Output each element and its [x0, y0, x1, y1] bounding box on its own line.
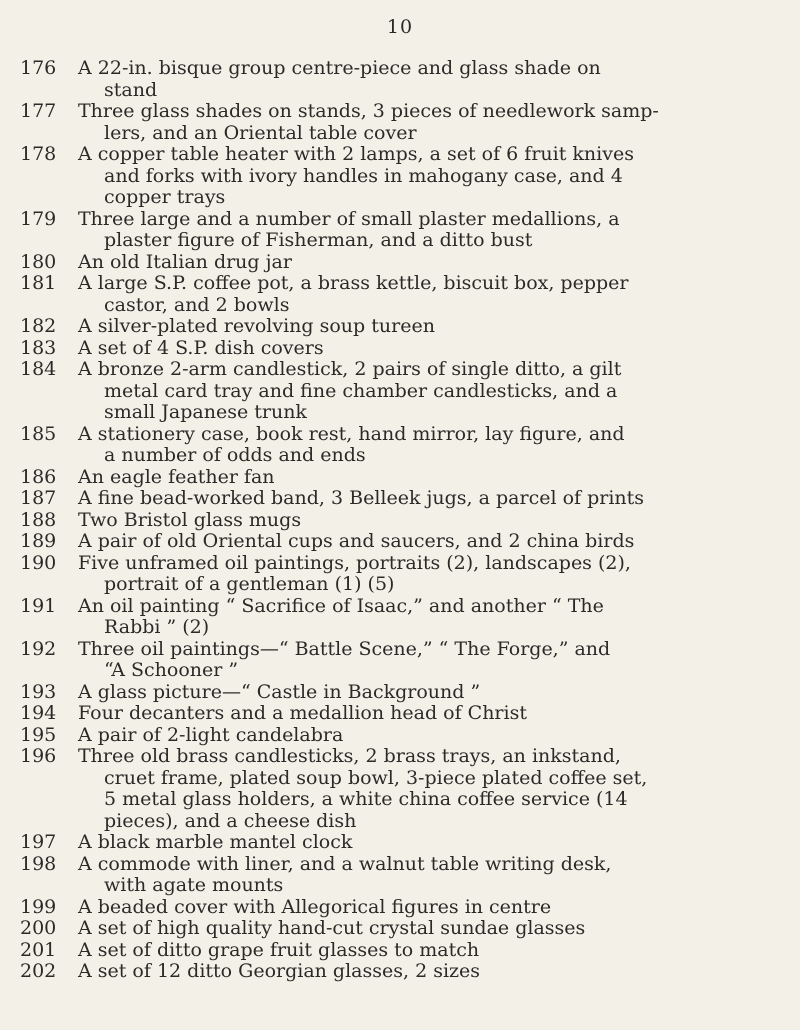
lot-description-line: A fine bead-worked band, 3 Belleek jugs, a parcel of prints: [78, 487, 645, 509]
lot-description-continuation: with agate mounts: [104, 874, 284, 896]
lot-description-line: A glass picture—“ Castle in Background ”: [78, 680, 481, 703]
lot-description: [78, 918, 780, 940]
lot-number: 179: [20, 207, 57, 230]
lot-description-line: Three old brass candlesticks, 2 brass trays, an inkstand,: [78, 745, 621, 767]
lot-number: 176: [20, 57, 57, 79]
lot-number: 181: [20, 272, 57, 294]
lot-number: 189: [20, 530, 57, 552]
lot-entry: [20, 359, 780, 424]
lot-description-continuation: plaster figure of Fisherman, and a ditto bust: [104, 229, 533, 251]
lot-description: [78, 832, 780, 854]
lot-description-continuation: castor, and 2 bowls: [104, 293, 290, 316]
lot-number: 187: [20, 487, 57, 509]
page-number: 10: [386, 16, 414, 38]
lot-number: 191: [20, 594, 57, 617]
lot-description-line: Three glass shades on stands, 3 pieces of needlework samp-: [78, 100, 659, 122]
lot-description-line: A copper table heater with 2 lamps, a set of 6 fruit knives: [78, 143, 634, 165]
lot-entry: [20, 467, 780, 489]
lot-number: 200: [20, 917, 57, 939]
lot-number: 198: [20, 852, 57, 875]
lot-description-line: Three large and a number of small plaster medallions, a: [78, 207, 620, 230]
lot-entry: [20, 961, 780, 983]
lot-description-line: A set of 12 ditto Georgian glasses, 2 sizes: [78, 960, 481, 982]
lot-number: 188: [20, 508, 57, 531]
lot-description: [78, 144, 780, 209]
lot-description-line: An eagle feather fan: [78, 465, 275, 488]
lot-entry: [20, 510, 780, 532]
lot-number: 177: [20, 100, 57, 122]
lot-description-continuation: 5 metal glass holders, a white china coffee service (14: [104, 788, 628, 810]
lot-description-line: A set of ditto grape fruit glasses to match: [78, 938, 480, 961]
lot-description-line: A large S.P. coffee pot, a brass kettle, biscuit box, pepper: [78, 272, 629, 294]
lot-description-continuation: Rabbi ” (2): [104, 616, 210, 638]
lot-number: 201: [20, 938, 57, 961]
lot-number: 199: [20, 895, 57, 918]
lot-entry: [20, 553, 780, 596]
lot-entry: [20, 144, 780, 209]
lot-entry: [20, 338, 780, 360]
lot-description-line: Three oil paintings—“ Battle Scene,” “ The Forge,” and: [78, 637, 611, 660]
lot-description: [78, 553, 780, 596]
lot-entry: [20, 897, 780, 919]
lot-description: [78, 531, 780, 553]
lot-description-continuation: lers, and an Oriental table cover: [104, 121, 417, 144]
lot-number: 194: [20, 702, 57, 724]
lot-description-line: A pair of old Oriental cups and saucers, and 2 china birds: [78, 530, 635, 552]
lot-description-continuation: “A Schooner ”: [104, 659, 239, 681]
lot-description-line: A stationery case, book rest, hand mirror, lay figure, and: [78, 422, 625, 445]
lot-number: 184: [20, 358, 57, 380]
lot-entry: [20, 725, 780, 747]
lot-description: [78, 273, 780, 316]
lot-description: [78, 488, 780, 510]
lot-description: [78, 854, 780, 897]
lot-description-line: A silver-plated revolving soup tureen: [78, 315, 435, 337]
lot-number: 186: [20, 465, 57, 488]
lot-description: [78, 897, 780, 919]
lot-description: [78, 467, 780, 489]
lot-description-line: An oil painting “ Sacrifice of Isaac,” and another “ The: [78, 594, 604, 617]
lot-description-line: A set of high quality hand-cut crystal sundae glasses: [78, 917, 586, 939]
lot-number: 183: [20, 336, 57, 359]
lot-description-continuation: portrait of a gentleman (1) (5): [104, 573, 395, 595]
lot-entry: [20, 101, 780, 144]
lot-entry: [20, 58, 780, 101]
lot-description: [78, 252, 780, 274]
lot-number: 192: [20, 637, 57, 660]
lot-description: [78, 316, 780, 338]
lot-description-line: Four decanters and a medallion head of Christ: [78, 702, 527, 724]
lot-description-line: A set of 4 S.P. dish covers: [78, 336, 324, 359]
lot-description: [78, 746, 780, 832]
lot-entry: [20, 252, 780, 274]
lot-description: [78, 424, 780, 467]
lot-description-continuation: copper trays: [104, 186, 226, 208]
lot-entry: [20, 746, 780, 832]
lot-entry: [20, 703, 780, 725]
lot-entry: [20, 273, 780, 316]
lot-description-continuation: and forks with ivory handles in mahogany case, and 4: [104, 164, 623, 187]
lot-description: [78, 209, 780, 252]
lot-description: [78, 961, 780, 983]
lot-number: 202: [20, 960, 57, 982]
lot-entry: [20, 940, 780, 962]
lot-description-line: Two Bristol glass mugs: [78, 508, 302, 531]
lot-number: 182: [20, 315, 57, 337]
lot-description-line: An old Italian drug jar: [78, 250, 292, 273]
lot-description: [78, 639, 780, 682]
lot-description: [78, 725, 780, 747]
lot-entry: [20, 316, 780, 338]
lot-description-line: A bronze 2-arm candlestick, 2 pairs of single ditto, a gilt: [78, 358, 622, 380]
lot-entry: [20, 682, 780, 704]
lot-description: [78, 510, 780, 532]
lot-entry: [20, 639, 780, 682]
lot-description-continuation: small Japanese trunk: [104, 401, 307, 423]
lot-description-continuation: cruet frame, plated soup bowl, 3-piece plated coffee set,: [104, 766, 648, 789]
lot-description-line: A commode with liner, and a walnut table writing desk,: [78, 852, 612, 875]
lot-number: 195: [20, 723, 57, 746]
lot-number: 190: [20, 551, 57, 574]
lot-description-continuation: a number of odds and ends: [104, 444, 366, 466]
lot-number: 197: [20, 831, 57, 853]
lot-number: 193: [20, 680, 57, 703]
lot-entry: [20, 209, 780, 252]
lot-description-line: Five unframed oil paintings, portraits (2), landscapes (2),: [78, 551, 631, 574]
lot-description: [78, 682, 780, 704]
lot-description: [78, 596, 780, 639]
lot-description: [78, 101, 780, 144]
lot-entry: [20, 918, 780, 940]
lot-list: [20, 58, 780, 983]
lot-entry: [20, 596, 780, 639]
lot-description-line: A pair of 2-light candelabra: [78, 723, 344, 746]
lot-description: [78, 359, 780, 424]
lot-description-line: A beaded cover with Allegorical figures in centre: [78, 895, 552, 918]
lot-description-line: A black marble mantel clock: [78, 831, 353, 853]
lot-entry: [20, 832, 780, 854]
lot-number: 180: [20, 250, 57, 273]
lot-description: [78, 58, 780, 101]
lot-description-continuation: metal card tray and fine chamber candlesticks, and a: [104, 379, 618, 402]
lot-number: 178: [20, 143, 57, 165]
lot-description: [78, 703, 780, 725]
lot-entry: [20, 854, 780, 897]
lot-number: 185: [20, 422, 57, 445]
lot-description-line: A 22-in. bisque group centre-piece and glass shade on: [78, 57, 601, 79]
lot-entry: [20, 531, 780, 553]
lot-description-continuation: pieces), and a cheese dish: [104, 809, 357, 832]
lot-description-continuation: stand: [104, 78, 158, 101]
lot-entry: [20, 424, 780, 467]
lot-description: [78, 940, 780, 962]
lot-description: [78, 338, 780, 360]
lot-entry: [20, 488, 780, 510]
lot-number: 196: [20, 745, 57, 767]
